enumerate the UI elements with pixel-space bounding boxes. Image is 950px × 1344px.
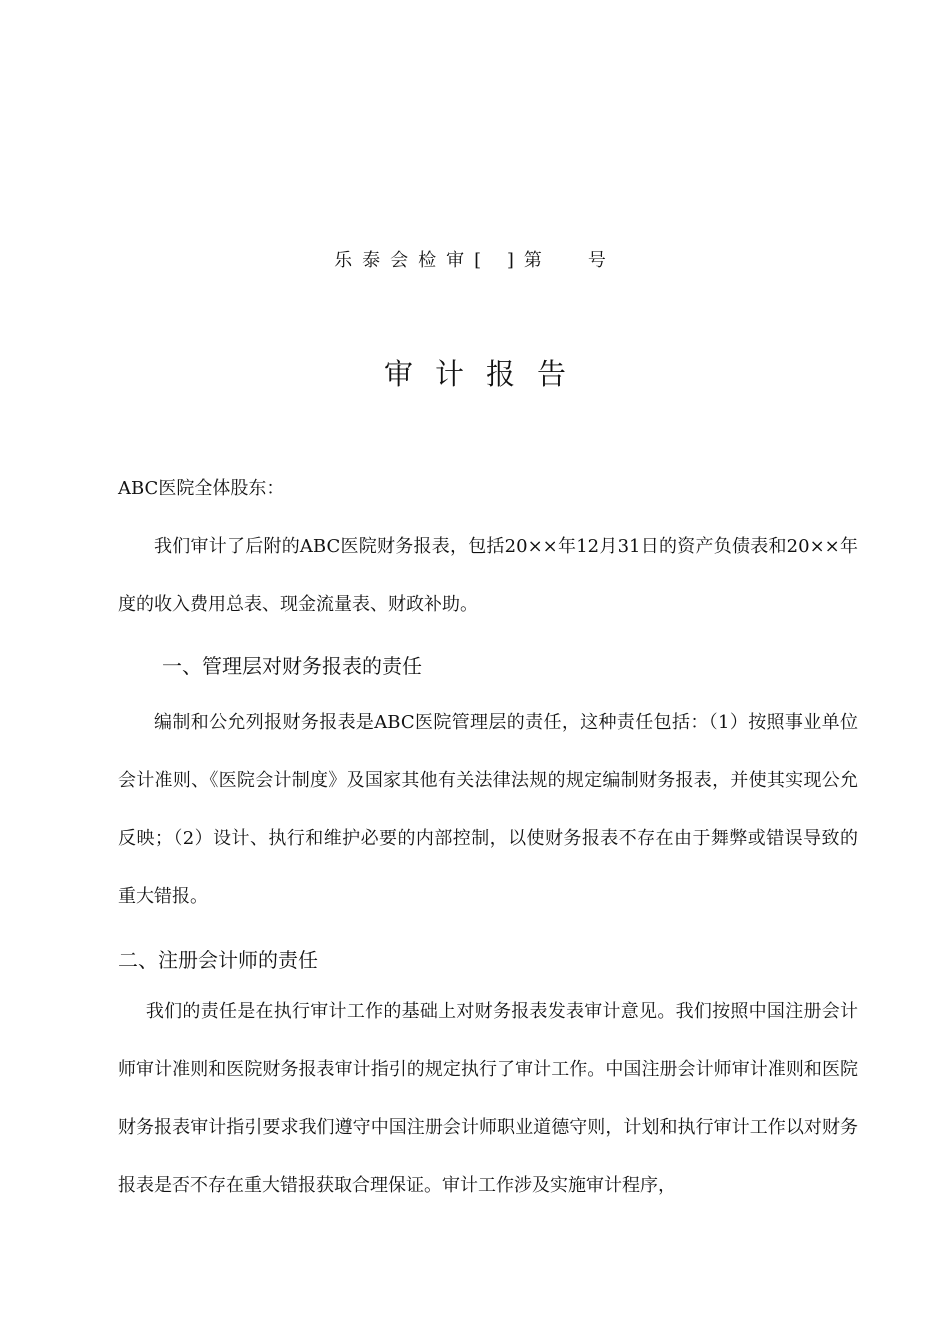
auditor-responsibility-paragraph: 我们的责任是在执行审计工作的基础上对财务报表发表审计意见。我们按照中国注册会计师审计准则和医院财务报表审计指引的规定执行了审计工作。中国注册会计师审计准则和医院财务报表审计指引要求我们遵守中国注册会计师职业道德守则，计划和执行审计工作以对财务报表是否不存在重大错报获取合理保证。审计工作涉及实施审计程序， bbox=[118, 1001, 858, 1196]
document-number-prefix: 乐泰会检审[ ]第 bbox=[334, 250, 552, 271]
document-title: 审计报告 bbox=[383, 357, 588, 391]
document-number bbox=[0, 246, 950, 272]
document-number-suffix: 号 bbox=[587, 250, 616, 271]
section-heading-auditor-responsibility: 二、注册会计师的责任 bbox=[118, 948, 318, 972]
management-responsibility-paragraph: 编制和公允列报财务报表是ABC医院管理层的责任，这种责任包括：（1）按照事业单位会计准则、《医院会计制度》及国家其他有关法律法规的规定编制财务报表，并使其实现公允反映；（2）设计、执行和维护必要的内部控制，以使财务报表不存在由于舞弊或错误导致的重大错报。 bbox=[118, 712, 858, 907]
intro-paragraph: 我们审计了后附的ABC医院财务报表，包括20××年12月31日的资产负债表和20××年度的收入费用总表、现金流量表、财政补助。 bbox=[118, 536, 858, 615]
section-heading-management-responsibility: 一、管理层对财务报表的责任 bbox=[162, 654, 422, 678]
addressee: ABC医院全体股东： bbox=[118, 478, 285, 499]
